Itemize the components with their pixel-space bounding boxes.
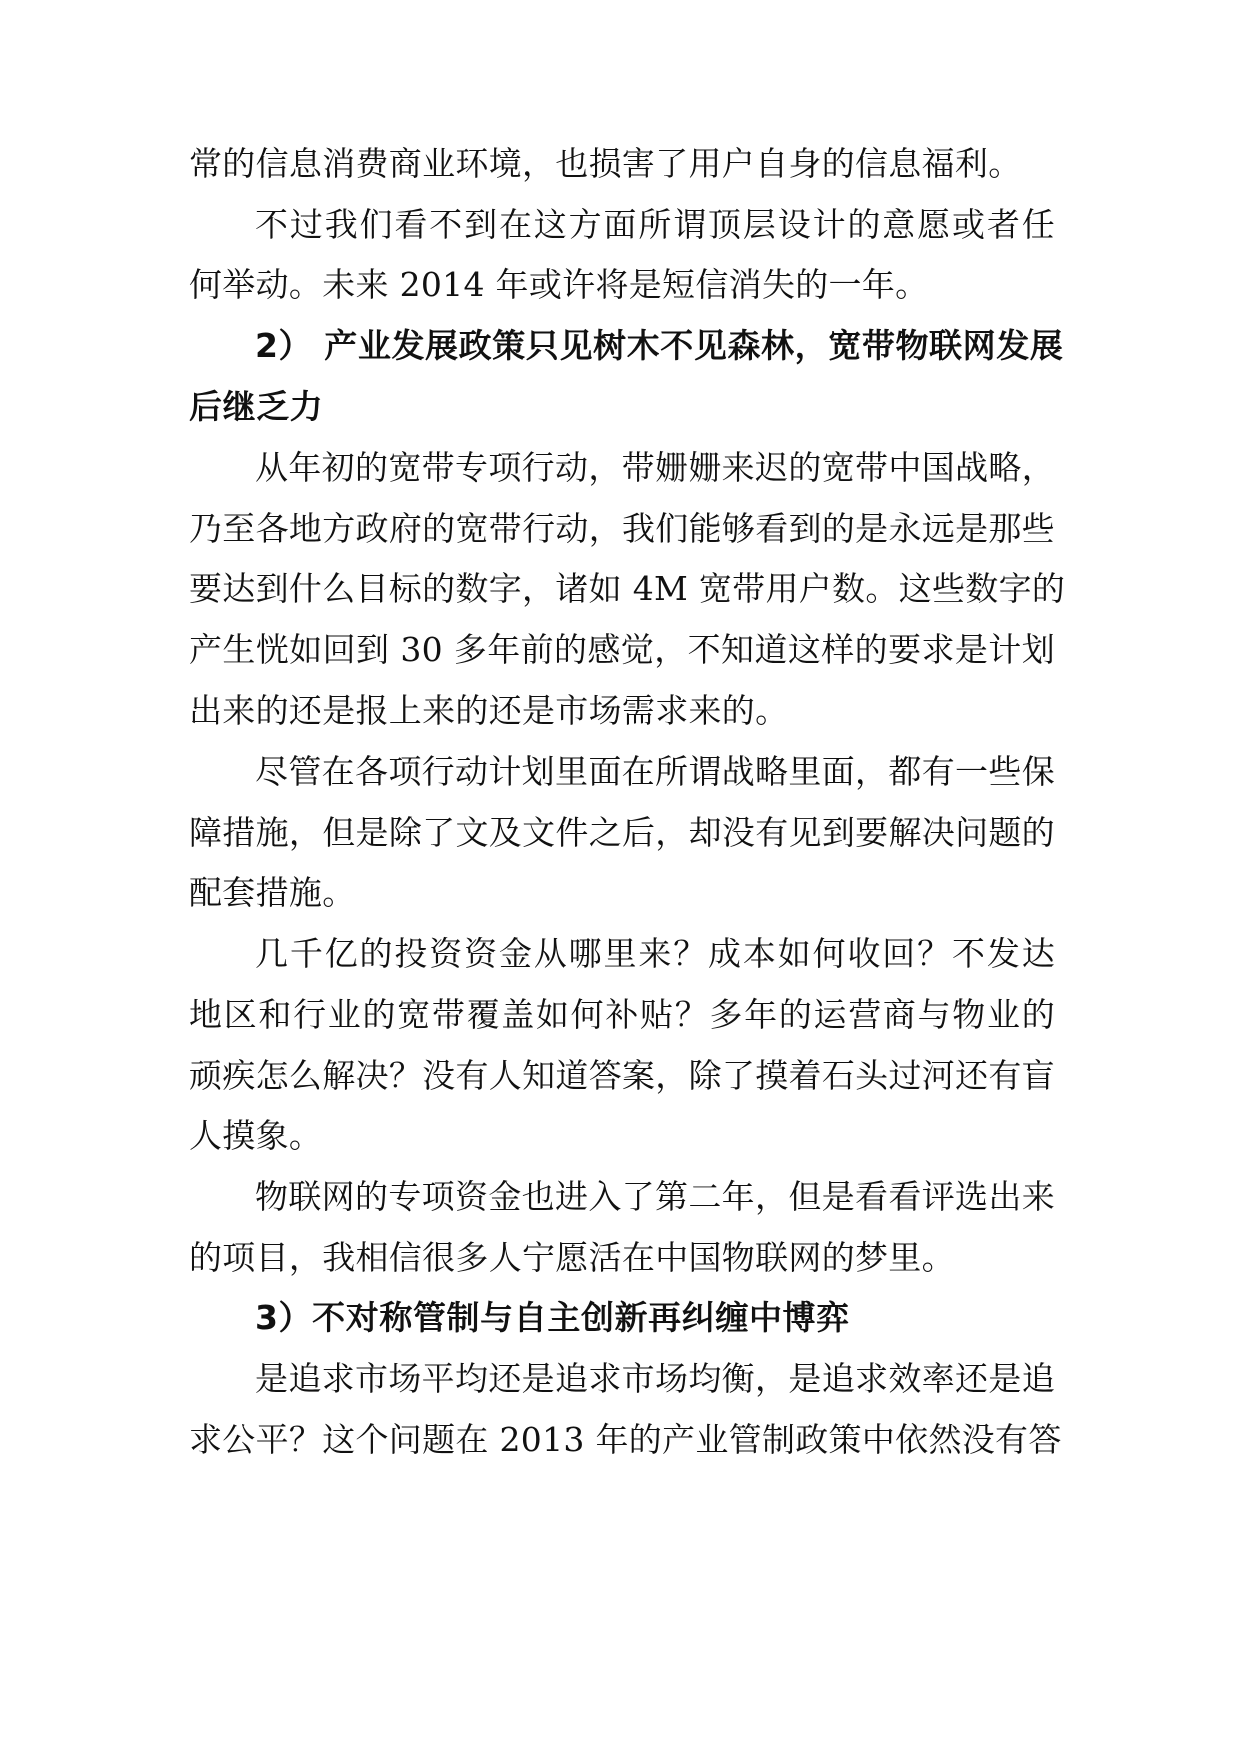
text-line-16: 顽疾怎么解决？没有人知道答案，除了摸着石头过河还有盲 [189, 1056, 1055, 1095]
section-heading-2-line-2: 后继乏力 [189, 387, 324, 426]
text-line-18: 物联网的专项资金也进入了第二年，但是看看评选出来 [255, 1177, 1055, 1216]
text-line-22: 求公平？这个问题在 2013 年的产业管制政策中依然没有答 [189, 1420, 1062, 1459]
text-line-1: 常的信息消费商业环境，也损害了用户自身的信息福利。 [189, 144, 1022, 183]
text-line-21: 是追求市场平均还是追求市场均衡，是追求效率还是追 [255, 1359, 1055, 1398]
text-line-12: 障措施，但是除了文及文件之后，却没有见到要解决问题的 [189, 813, 1055, 852]
text-line-2: 不过我们看不到在这方面所谓顶层设计的意愿或者任 [255, 205, 1055, 244]
text-line-7: 乃至各地方政府的宽带行动，我们能够看到的是永远是那些 [189, 509, 1055, 548]
section-heading-3: 3）不对称管制与自主创新再纠缠中博弈 [255, 1298, 850, 1337]
text-line-9: 产生恍如回到 30 多年前的感觉，不知道这样的要求是计划 [189, 630, 1055, 669]
text-line-3: 何举动。未来 2014 年或许将是短信消失的一年。 [189, 265, 929, 304]
section-heading-2-line-1: 2） 产业发展政策只见树木不见森林，宽带物联网发展 [255, 326, 1064, 365]
text-line-19: 的项目，我相信很多人宁愿活在中国物联网的梦里。 [189, 1238, 955, 1277]
text-line-13: 配套措施。 [189, 873, 356, 912]
text-line-8: 要达到什么目标的数字，诸如 4M 宽带用户数。这些数字的 [189, 569, 1066, 608]
text-line-10: 出来的还是报上来的还是市场需求来的。 [189, 691, 789, 730]
text-line-15: 地区和行业的宽带覆盖如何补贴？多年的运营商与物业的 [189, 995, 1055, 1034]
text-line-6: 从年初的宽带专项行动，带姗姗来迟的宽带中国战略， [255, 448, 1055, 487]
text-line-17: 人摸象。 [189, 1116, 323, 1155]
text-line-14: 几千亿的投资资金从哪里来？成本如何收回？不发达 [255, 934, 1055, 973]
text-line-11: 尽管在各项行动计划里面在所谓战略里面，都有一些保 [255, 752, 1055, 791]
